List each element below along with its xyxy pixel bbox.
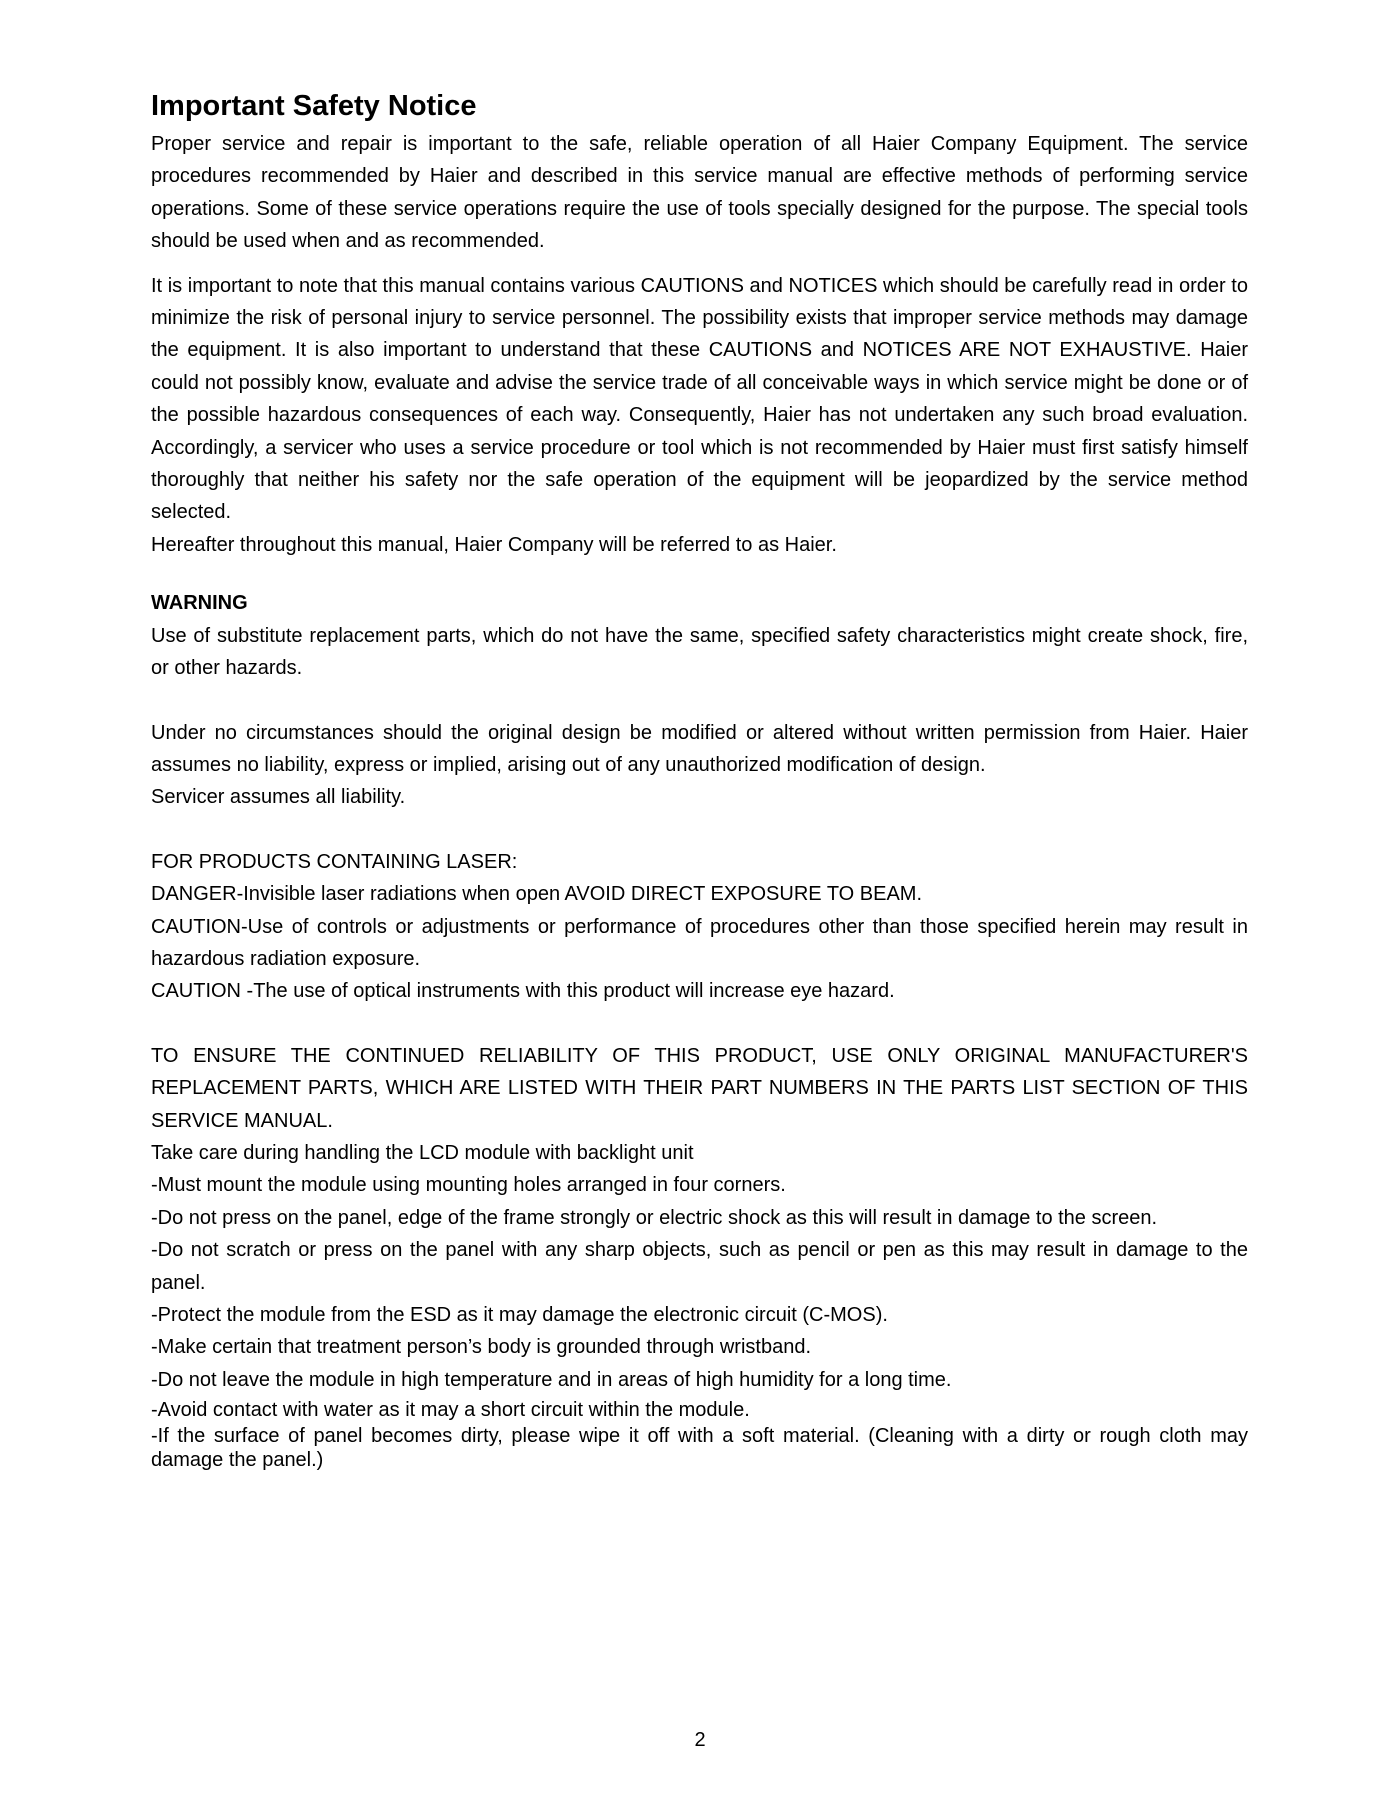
spacer	[151, 561, 1248, 587]
warning-heading: WARNING	[151, 592, 248, 615]
intro-paragraph: Proper service and repair is important to the safe, reliable operation of all Haier Company Equipment. The service procedures recommended by Haier and described in this service manual are effective methods of performing service operations. Some of these service operations require the use of tools specially designed for the purpose. The special tools should be used when and as recommended.	[151, 133, 1248, 253]
reliability-paragraph: TO ENSURE THE CONTINUED RELIABILITY OF THIS PRODUCT, USE ONLY ORIGINAL MANUFACTURER'S REPLACEMENT PARTS, WHICH ARE LISTED WITH THEIR PART NUMBERS IN THE PARTS LIST SECTION OF THIS SERVICE MANUAL.	[151, 1044, 1248, 1132]
spacer	[151, 1008, 1248, 1040]
page-number: 2	[694, 1729, 706, 1751]
lcd-item-7: -Avoid contact with water as it may a short circuit within the module.	[151, 1399, 750, 1422]
spacer	[151, 258, 1248, 270]
lcd-item-3: -Do not scratch or press on the panel with any sharp objects, such as pencil or pen as this may result in damage to the panel.	[151, 1239, 1248, 1294]
lcd-item-2: -Do not press on the panel, edge of the frame strongly or electric shock as this will result in damage to the screen.	[151, 1206, 1158, 1229]
laser-heading: FOR PRODUCTS CONTAINING LASER:	[151, 850, 518, 873]
lcd-last-item: -If the surface of panel becomes dirty, please wipe it off with a soft material. (Cleaning with a dirty or rough cloth may damage the panel.)	[151, 1425, 1248, 1472]
hereafter-line: Hereafter throughout this manual, Haier Company will be referred to as Haier.	[151, 533, 837, 556]
liability-line: Servicer assumes all liability.	[151, 786, 406, 809]
lcd-item-5: -Make certain that treatment person’s body is grounded through wristband.	[151, 1336, 811, 1359]
page-title: Important Safety Notice	[151, 90, 477, 122]
laser-danger: DANGER-Invisible laser radiations when open AVOID DIRECT EXPOSURE TO BEAM.	[151, 883, 923, 906]
document-page	[151, 86, 1248, 1472]
spacer	[151, 685, 1248, 717]
laser-caution-2: CAUTION -The use of optical instruments with this product will increase eye hazard.	[151, 980, 895, 1003]
spacer	[151, 814, 1248, 846]
lcd-item-4: -Protect the module from the ESD as it may damage the electronic circuit (C-MOS).	[151, 1304, 888, 1326]
modification-paragraph: Under no circumstances should the original design be modified or altered without written permission from Haier. Haier assumes no liability, express or implied, arising out of any unauthorized modification of design.	[151, 721, 1248, 776]
lcd-item-1: -Must mount the module using mounting holes arranged in four corners.	[151, 1174, 786, 1197]
warning-text: Use of substitute replacement parts, which do not have the same, specified safety characteristics might create shock, fire, or other hazards.	[151, 624, 1248, 680]
laser-caution-1: CAUTION-Use of controls or adjustments or performance of procedures other than those specified herein may result in hazardous radiation exposure.	[151, 915, 1248, 970]
lcd-intro: Take care during handling the LCD module with backlight unit	[151, 1141, 694, 1164]
lcd-item-6: -Do not leave the module in high temperature and in areas of high humidity for a long time.	[151, 1368, 952, 1391]
cautions-paragraph: It is important to note that this manual contains various CAUTIONS and NOTICES which should be carefully read in order to minimize the risk of personal injury to service personnel. The possibility exists that improper service methods may damage the equipment. It is also important to understand that these CAUTIONS and NOTICES ARE NOT EXHAUSTIVE. Haier could not possibly know, evaluate and advise the service trade of all conceivable ways in which service might be done or of the possible hazardous consequences of each way. Consequently, Haier has not undertaken any such broad evaluation. Accordingly, a servicer who uses a service procedure or tool which is not recommended by Haier must first satisfy himself thoroughly that neither his safety nor the safe operation of the equipment will be jeopardized by the service method selected.	[151, 274, 1248, 524]
